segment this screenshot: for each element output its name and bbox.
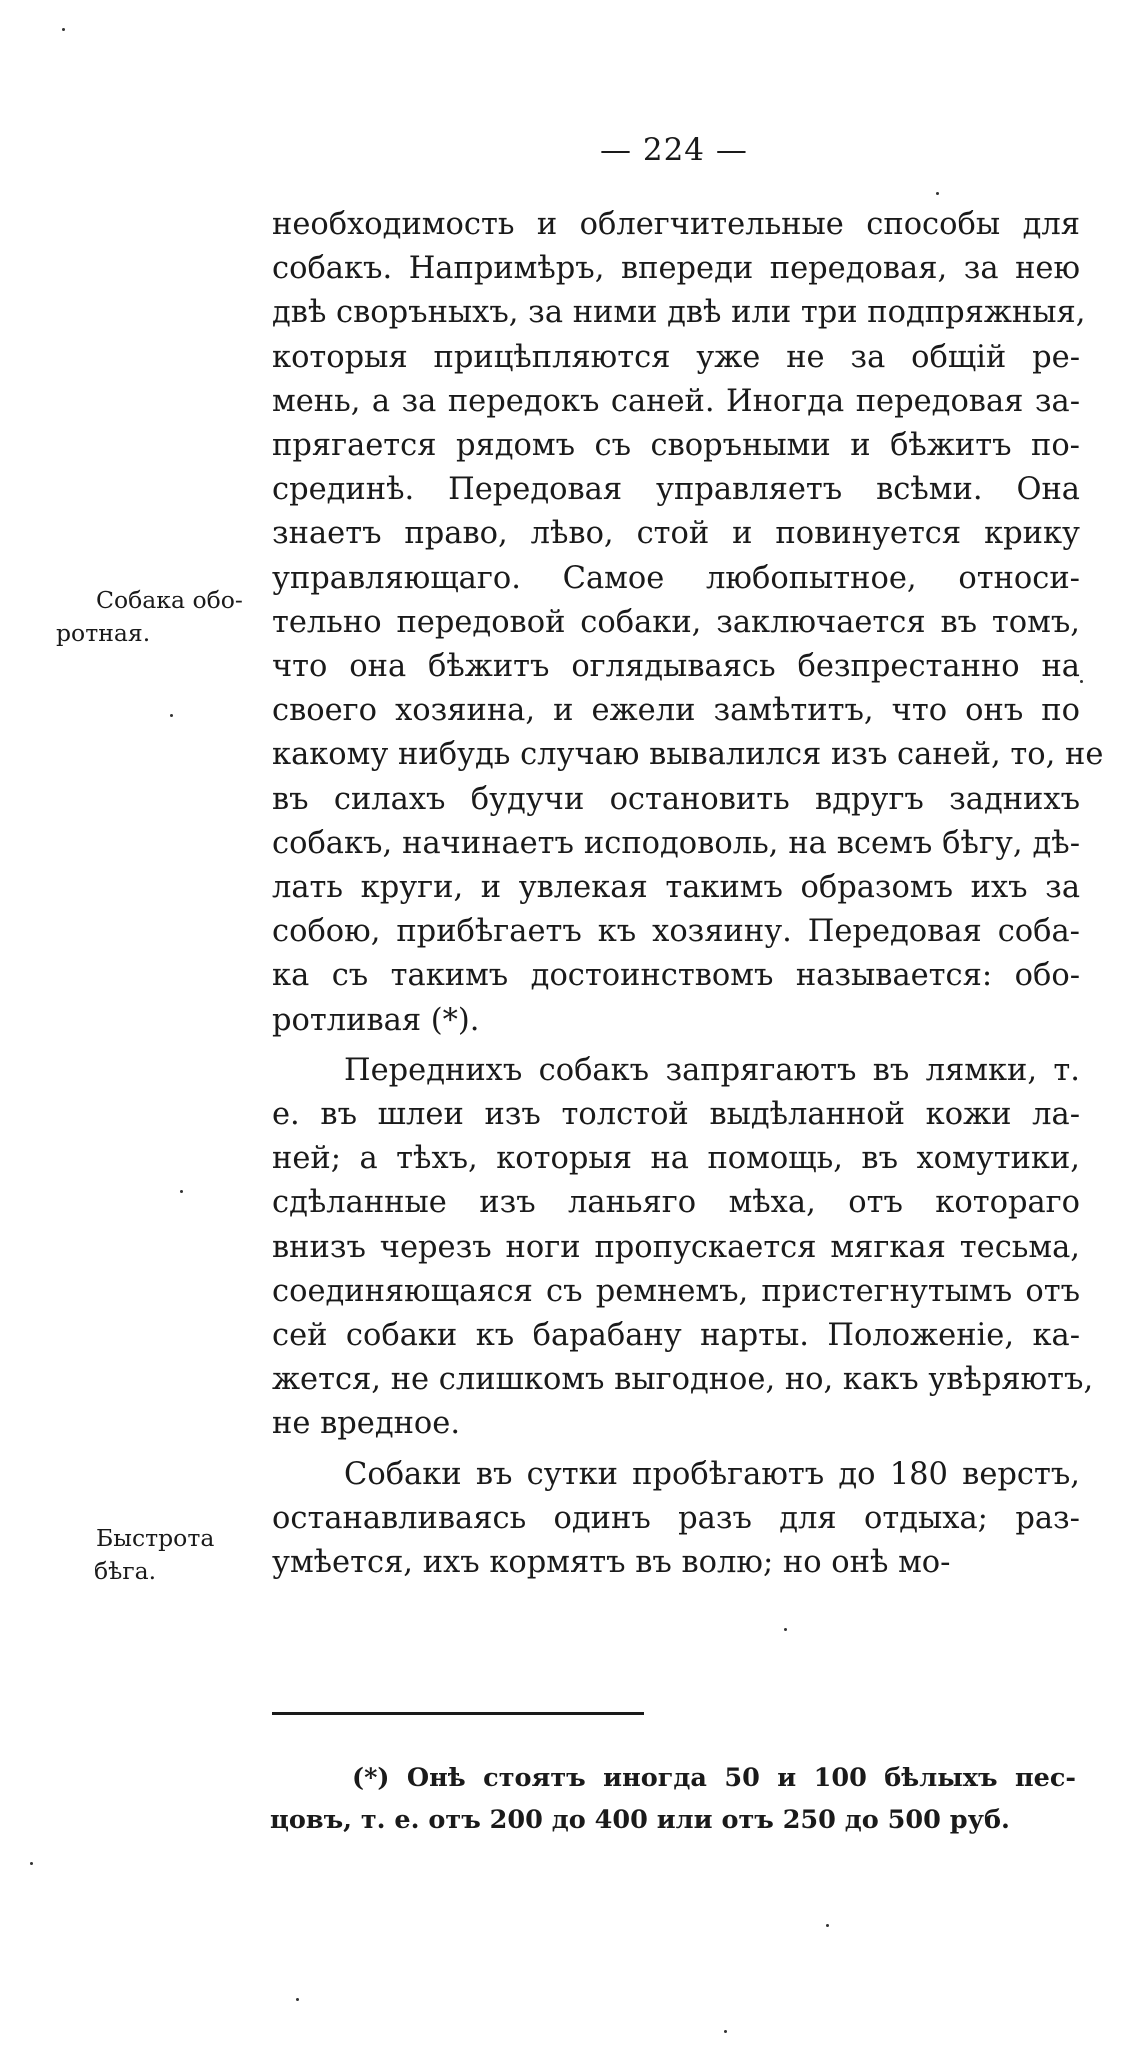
text-line: внизъ черезъ ноги пропускается мягкая тесьма, (272, 1229, 1080, 1265)
text-line: умѣется, ихъ кормятъ въ волю; но онѣ мо- (272, 1545, 951, 1580)
scan-speck (784, 1628, 787, 1631)
text-line: которыя прицѣпляются уже не за общій ре- (272, 339, 1080, 375)
text-line: жется, не слишкомъ выгодное, но, какъ увѣряютъ, (272, 1362, 1094, 1398)
text-line: ротливая (*). (272, 1002, 480, 1038)
text-line: прягается рядомъ съ своръными и бѣжитъ по- (272, 428, 1080, 463)
margin-note-line: бѣга. (94, 1557, 157, 1585)
text-line: е. въ шлеи изъ толстой выдѣланной кожи ла- (272, 1097, 1080, 1132)
scan-speck (62, 28, 65, 31)
margin-note-line: ротная. (56, 619, 151, 647)
text-line: ка съ такимъ достоинствомъ называется: обо- (272, 958, 1080, 994)
text-line: собакъ, начинаетъ исподоволь, на всемъ бѣгу, дѣ- (272, 825, 1080, 861)
footnote-rule (272, 1712, 644, 1715)
scan-speck (170, 714, 173, 717)
text-line: какому нибудь случаю вывалился изъ саней, то, не (272, 737, 1104, 773)
margin-note-speed (96, 1522, 214, 1588)
scan-speck (296, 1998, 299, 2001)
scan-speck (1080, 680, 1083, 683)
text-line: останавливаясь одинъ разъ для отдыха; раз- (272, 1500, 1080, 1536)
text-line: срединѣ. Передовая управляетъ всѣми. Она (272, 472, 1080, 508)
text-line: что она бѣжитъ оглядываясь безпрестанно на (272, 649, 1080, 684)
text-line: собакъ. Напримѣръ, впереди передовая, за нею (272, 251, 1080, 287)
page-number: — 224 — (600, 132, 748, 168)
text-line: въ силахъ будучи остановить вдругъ заднихъ (272, 781, 1080, 817)
scan-speck (180, 1190, 183, 1193)
text-line: своего хозяина, и ежели замѣтитъ, что онъ по (272, 693, 1080, 729)
text-line: необходимость и облегчительные способы для (272, 207, 1080, 242)
text-line: не вредное. (272, 1406, 461, 1442)
text-line: собою, прибѣгаетъ къ хозяину. Передовая соба- (272, 914, 1080, 950)
text-line: двѣ своръныхъ, за ними двѣ или три подпряжныя, (272, 295, 1086, 331)
margin-note-line: Быстрота (96, 1524, 215, 1552)
text-line: мень, а за передокъ саней. Иногда передовая за- (272, 383, 1080, 419)
scan-speck (936, 192, 939, 195)
scan-speck (724, 2030, 727, 2033)
text-line: соединяющаяся съ ремнемъ, пристегнутымъ отъ (272, 1273, 1080, 1309)
text-line: Переднихъ собакъ запрягаютъ въ лямки, т. (344, 1052, 1080, 1088)
scan-speck (30, 1862, 33, 1865)
footnote-line: (*) Онѣ стоятъ иногда 50 и 100 бѣлыхъ пес- (352, 1763, 1076, 1793)
text-line: сдѣланные изъ ланьяго мѣха, отъ котораго (272, 1185, 1080, 1221)
text-line: лать круги, и увлекая такимъ образомъ ихъ за (272, 870, 1080, 905)
text-line: ней; а тѣхъ, которыя на помощь, въ хомутики, (272, 1141, 1080, 1177)
text-line: управляющаго. Самое любопытное, относи- (272, 560, 1080, 596)
text-line: тельно передовой собаки, заключается въ томъ, (272, 604, 1080, 640)
scan-speck (826, 1924, 829, 1927)
text-line: Собаки въ сутки пробѣгаютъ до 180 верстъ, (344, 1456, 1080, 1492)
text-line: сей собаки къ барабану нарты. Положеніе, ка- (272, 1318, 1080, 1353)
margin-note-dog-leader (56, 584, 243, 650)
text-line: знаетъ право, лѣво, стой и повинуется крику (272, 516, 1080, 552)
footnote-line: цовъ, т. е. отъ 200 до 400 или отъ 250 до 500 руб. (270, 1805, 1010, 1835)
margin-note-line: Собака обо- (96, 586, 243, 614)
